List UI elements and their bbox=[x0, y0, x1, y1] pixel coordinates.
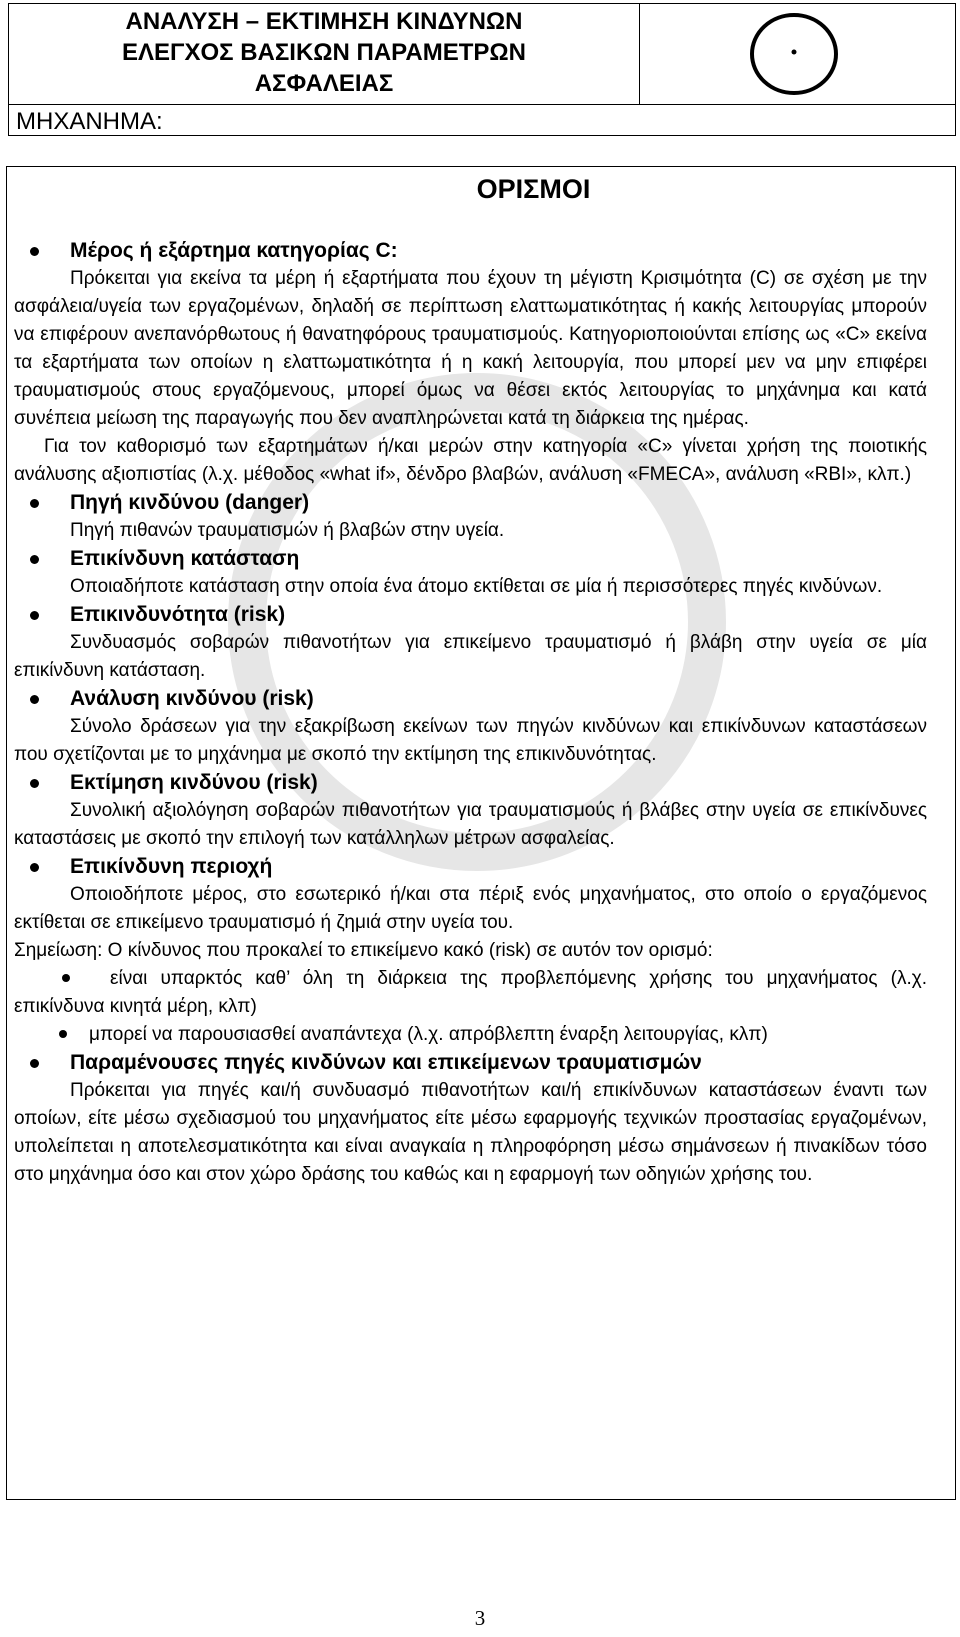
definition-text: Σύνολο δράσεων για την εξακρίβωση εκείνων των πηγών κινδύνων και επικίνδυνων καταστάσεων που σχετίζονται με το μηχάνημα με σκοπό την εκτίμηση της επικινδυνότητας. bbox=[14, 716, 927, 765]
definition-danger-zone bbox=[14, 853, 927, 1049]
title-line-3: ΑΣΦΑΛΕΙΑΣ bbox=[254, 70, 394, 97]
bullet-icon bbox=[59, 1030, 67, 1038]
definition-term: Παραμένουσες πηγές κινδύνων και επικείμενων τραυματισμών bbox=[14, 1049, 927, 1077]
definitions-list bbox=[14, 237, 927, 1189]
bullet-icon bbox=[30, 1059, 39, 1068]
definition-term: Επικίνδυνη κατάσταση bbox=[14, 545, 927, 573]
definition-text-extra: Για τον καθορισμό των εξαρτημάτων ή/και μερών στην κατηγορία «C» γίνεται χρήση της ποιοτικής ανάλυσης αξιοπιστίας (λ.χ. μέθοδος «what if», δένδρο βλαβών, ανάλυση «FMECA», ανάλυση «RBI», κλπ.) bbox=[14, 436, 927, 485]
title-line-1: ΑΝΑΛΥΣΗ – ΕΚΤΙΜΗΣΗ ΚΙΝΔΥΝΩΝ bbox=[125, 8, 523, 35]
header-divider-horizontal bbox=[9, 104, 955, 105]
bullet-icon bbox=[30, 611, 39, 620]
section-title: ΟΡΙΣΜΟΙ bbox=[476, 174, 591, 204]
definition-text: Πρόκειται για εκείνα τα μέρη ή εξαρτήματα που έχουν τη μέγιστη Κρισιμότητα (C) σε σχέση με την ασφάλεια/υγεία των εργαζομένων, δηλαδή σε περίπτωση ελαττωματικότητας ή κακής λειτουργίας μπορούν να επιφέρουν ανεπανόρθωτους ή θανατηφόρους τραυματισμούς. Κατηγοριοποιούνται επίσης ως «C» εκείνα τα εξαρτήματα των οποίων η ελαττωματικότητα ή η κακή λειτουργία, που μπορεί μεν να μην επιφέρει τραυματισμούς στους εργαζόμενους, μπορεί όμως να θέσει εκτός λειτουργίας το μηχάνημα και κατά συνέπεια μείωση της παραγωγής που δεν αναπληρώνεται κατά τη διάρκεια της ημέρας. bbox=[14, 268, 927, 429]
definition-term: Επικινδυνότητα (risk) bbox=[14, 601, 927, 629]
page-number: 3 bbox=[474, 1606, 486, 1630]
definition-text: Πρόκειται για πηγές και/ή συνδυασμό πιθανοτήτων και/ή επικίνδυνων καταστάσεων έναντι των οποίων, είτε μέσω σχεδιασμού του μηχανήματος είτε μέσω εφαρμογής τεχνικών προστασίας εργαζομένων, υπολείπεται η αποτελεσματικότητα και είναι αναγκαία η πληροφόρηση μέσω σημάνσεων ή πινακίδων τόσο στο μηχάνημα όσο και στον χώρο δράσης του καθώς και η εφαρμογή των οδηγιών χρήσης του. bbox=[14, 1080, 927, 1185]
definition-danger-source bbox=[14, 489, 927, 545]
definition-text: Συνολική αξιολόγηση σοβαρών πιθανοτήτων για τραυματισμούς ή βλάβες στην υγεία σε επικίνδυνες καταστάσεις με σκοπό την επιλογή των κατάλληλων μέτρων ασφαλείας. bbox=[14, 800, 927, 849]
bullet-icon bbox=[30, 555, 39, 564]
bullet-icon bbox=[30, 695, 39, 704]
definition-text: Οποιαδήποτε κατάσταση στην οποία ένα άτομο εκτίθεται σε μία ή περισσότερες πηγές κινδύνων. bbox=[70, 576, 883, 597]
definition-residual-risks bbox=[14, 1049, 927, 1189]
bullet-icon bbox=[62, 974, 70, 982]
definition-term: Εκτίμηση κινδύνου (risk) bbox=[14, 769, 927, 797]
note-sub-item: μπορεί να παρουσιασθεί αναπάντεχα (λ.χ. απρόβλεπτη έναρξη λειτουργίας, κλπ) bbox=[14, 1021, 927, 1049]
header-title bbox=[9, 6, 639, 99]
definition-term: Μέρος ή εξάρτημα κατηγορίας C: bbox=[14, 237, 927, 265]
bullet-icon bbox=[30, 499, 39, 508]
definition-text: Πηγή πιθανών τραυματισμών ή βλαβών στην υγεία. bbox=[70, 520, 505, 541]
title-line-2: ΕΛΕΓΧΟΣ ΒΑΣΙΚΩΝ ΠΑΡΑΜΕΤΡΩΝ bbox=[122, 39, 526, 66]
bullet-icon bbox=[30, 779, 39, 788]
definition-term: Ανάλυση κινδύνου (risk) bbox=[14, 685, 927, 713]
bullet-icon bbox=[30, 863, 39, 872]
definition-risk-analysis bbox=[14, 685, 927, 769]
bullet-icon bbox=[30, 247, 39, 256]
definition-term: Επικίνδυνη περιοχή bbox=[14, 853, 927, 881]
definition-risk bbox=[14, 601, 927, 685]
definition-text: Οποιοδήποτε μέρος, στο εσωτερικό ή/και στα πέριξ ενός μηχανήματος, στο οποίο ο εργαζόμενος εκτίθεται σε επικείμενο τραυματισμό ή ζημιά στην υγεία του. bbox=[14, 884, 927, 933]
definitions-box bbox=[6, 166, 956, 1500]
definition-term: Πηγή κινδύνου (danger) bbox=[14, 489, 927, 517]
definition-risk-assessment bbox=[14, 769, 927, 853]
definition-note: Σημείωση: Ο κίνδυνος που προκαλεί το επικείμενο κακό (risk) σε αυτόν τον ορισμό: bbox=[14, 940, 713, 961]
definition-category-c bbox=[14, 237, 927, 489]
note-sub-item: είναι υπαρκτός καθ’ όλη τη διάρκεια της προβλεπόμενης χρήσης του μηχανήματος (λ.χ. επικίνδυνα κινητά μέρη, κλπ) bbox=[14, 968, 927, 1017]
document-header bbox=[8, 3, 956, 136]
definition-text: Συνδυασμός σοβαρών πιθανοτήτων για επικείμενο τραυματισμό ή βλάβη στην υγεία σε μία επικίνδυνη κατάσταση. bbox=[14, 632, 927, 681]
logo-circle-icon bbox=[749, 12, 839, 96]
header-divider-vertical bbox=[639, 4, 640, 104]
definition-hazardous-situation bbox=[14, 545, 927, 601]
machine-label: ΜΗΧΑΝΗΜΑ: bbox=[16, 108, 163, 135]
